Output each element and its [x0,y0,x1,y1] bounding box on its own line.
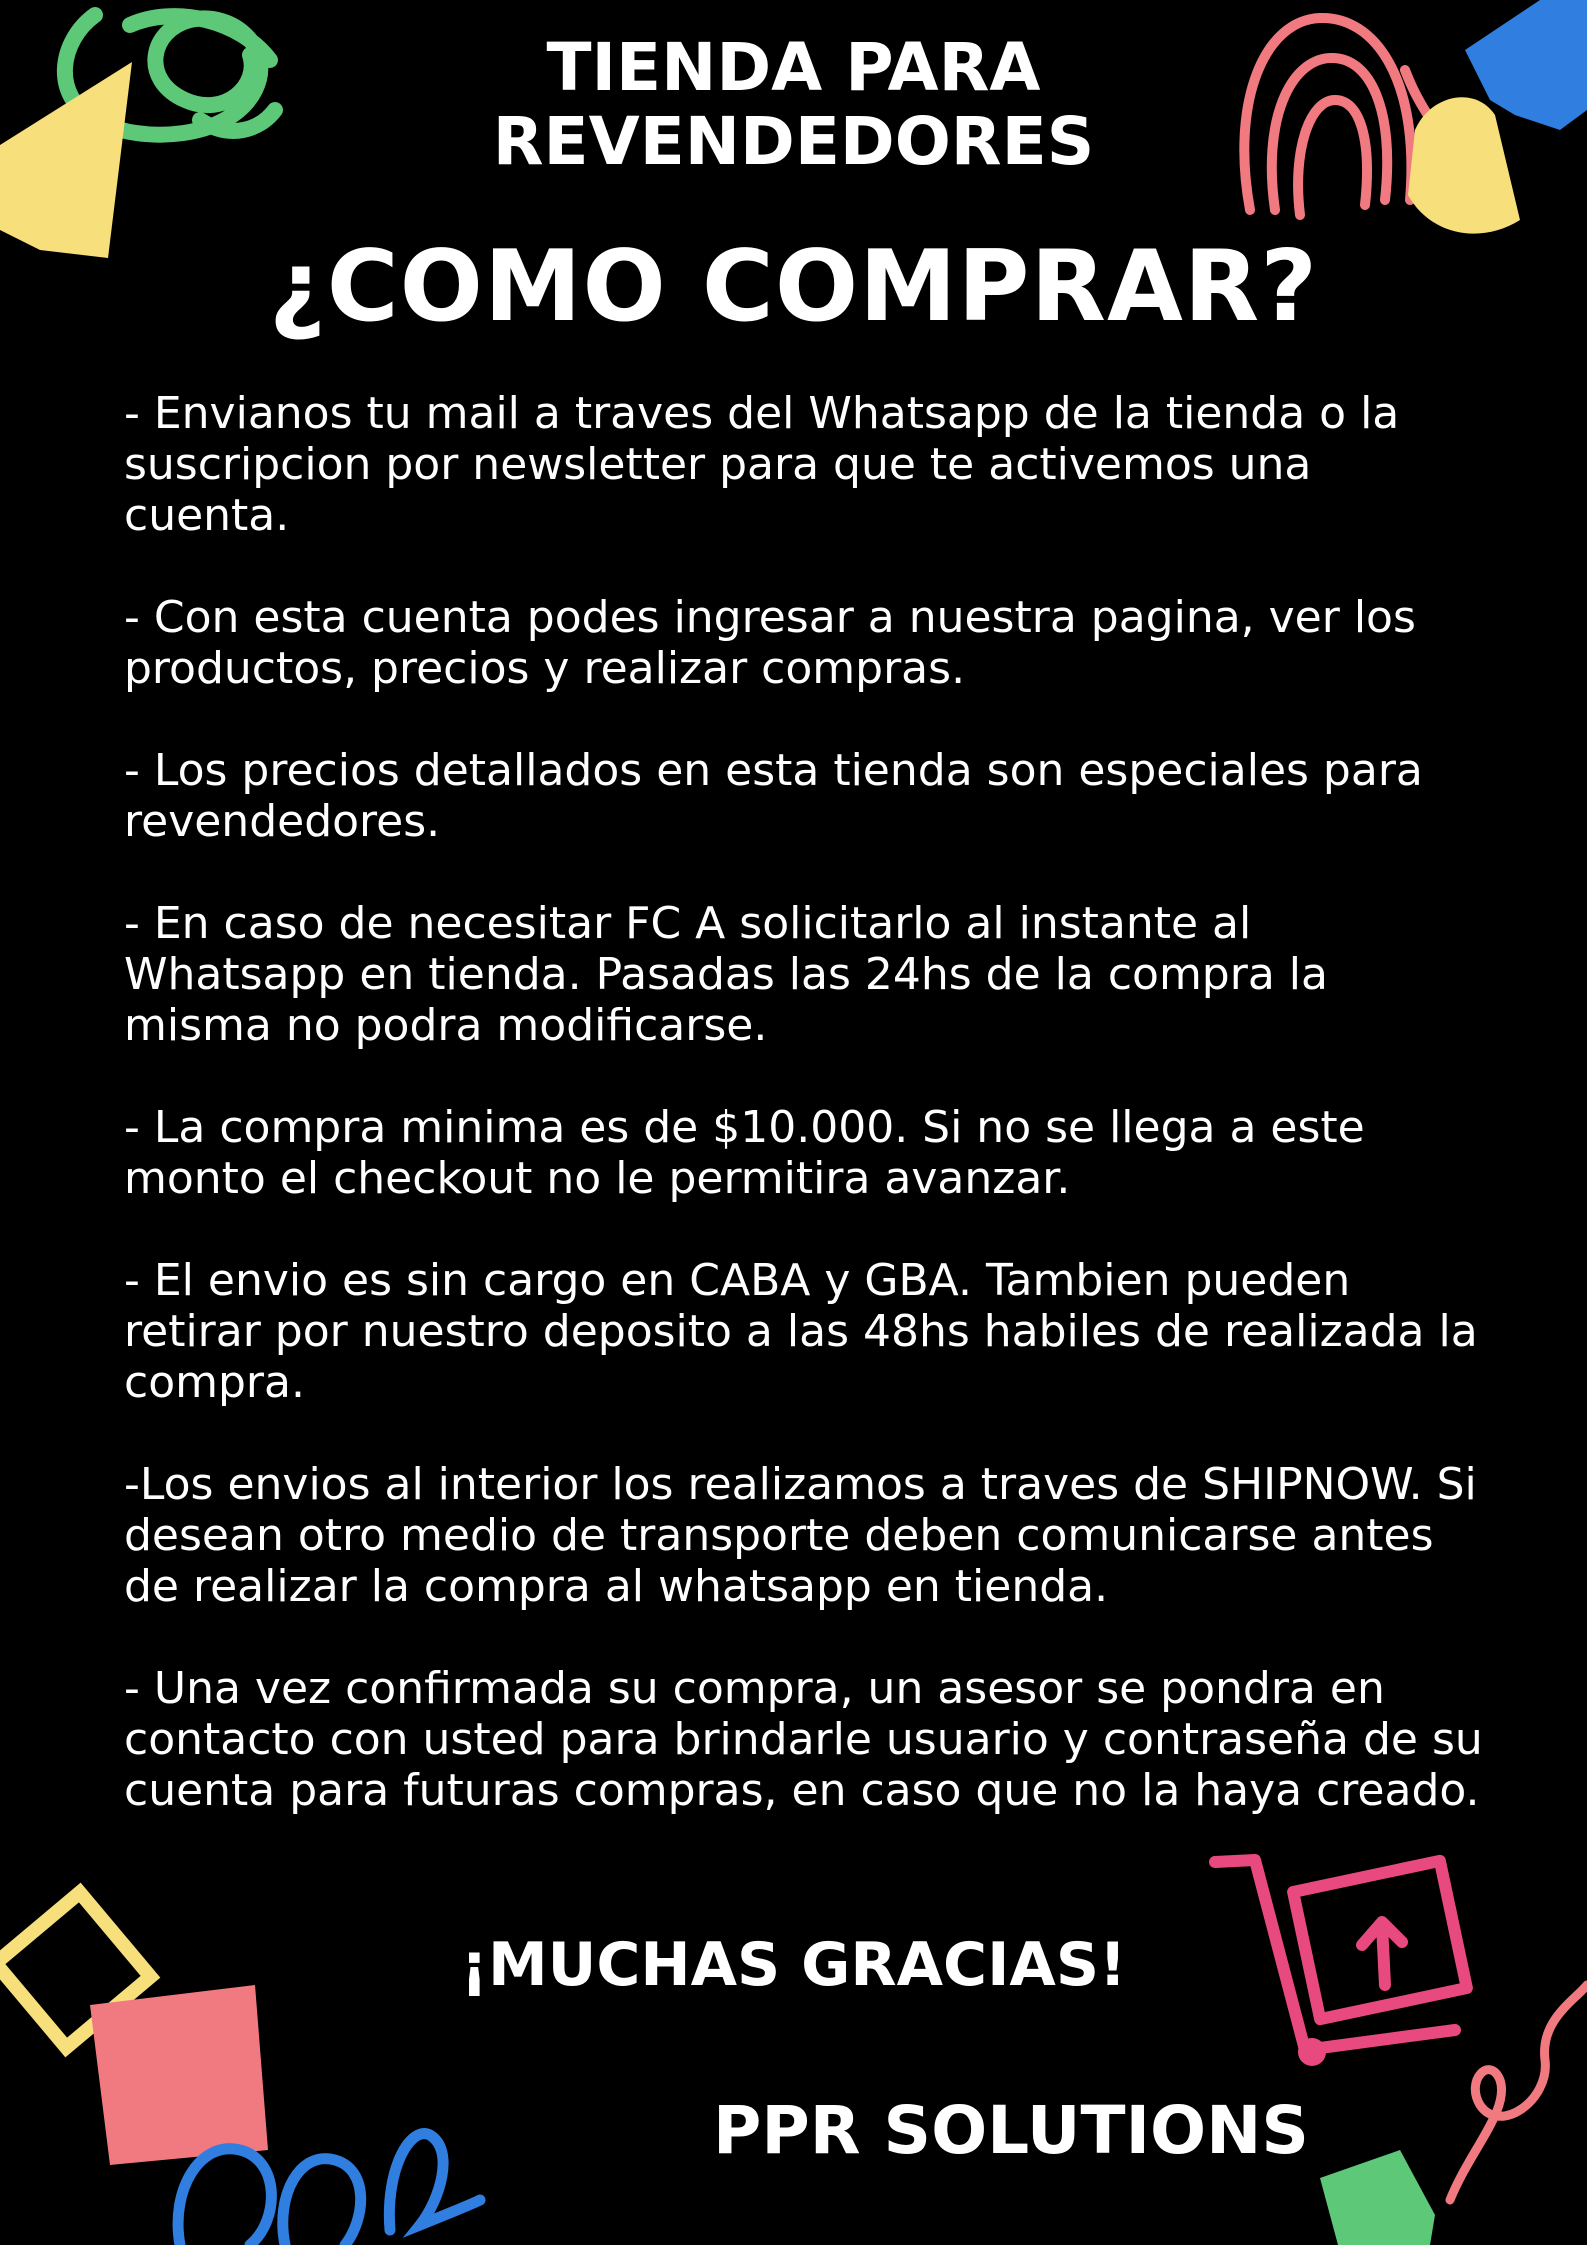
instruction-item: - Los precios detallados en esta tienda son especiales para revendedores. [124,745,1423,847]
instruction-item: - La compra minima es de $10.000. Si no se llega a este monto el checkout no le permitira avanzar. [124,1102,1365,1204]
blue-loops-icon [178,2134,480,2245]
instruction-item: - Con esta cuenta podes ingresar a nuestra pagina, ver los productos, precios y realizar compras. [124,592,1416,694]
instruction-item: -Los envios al interior los realizamos a traves de SHIPNOW. Si desean otro medio de transporte deben comunicarse antes de realizar la compra al whatsapp en tienda. [124,1459,1477,1612]
pink-square-icon [90,1985,268,2165]
thanks-message: ¡MUCHAS GRACIAS! [460,1930,1127,2000]
instruction-item: - Envianos tu mail a traves del Whatsapp de la tienda o la suscripcion por newsletter para que te activemos una cuenta. [124,388,1400,541]
pink-squiggle-icon [1450,1985,1587,2200]
brand-name: PPR SOLUTIONS [713,2092,1309,2169]
green-square-icon [1320,2150,1435,2245]
instruction-item: - En caso de necesitar FC A solicitarlo al instante al Whatsapp en tienda. Pasadas las 24hs de la compra la misma no podra modificarse. [124,898,1328,1051]
instruction-item: - Una vez confirmada su compra, un asesor se pondra en contacto con usted para brindarle usuario y contraseña de su cuenta para futuras compras, en caso que no la haya creado. [124,1663,1483,1816]
page-heading: ¿COMO COMPRAR? [268,230,1319,344]
store-title-line2: REVENDEDORES [492,103,1095,180]
instruction-item: - El envio es sin cargo en CABA y GBA. Tambien pueden retirar por nuestro deposito a las 48hs habiles de realizada la compra. [124,1255,1478,1408]
instructions-list [124,388,1484,1867]
cart-wheel-icon [1298,2038,1326,2066]
store-title-line1: TIENDA PARA [546,29,1041,106]
